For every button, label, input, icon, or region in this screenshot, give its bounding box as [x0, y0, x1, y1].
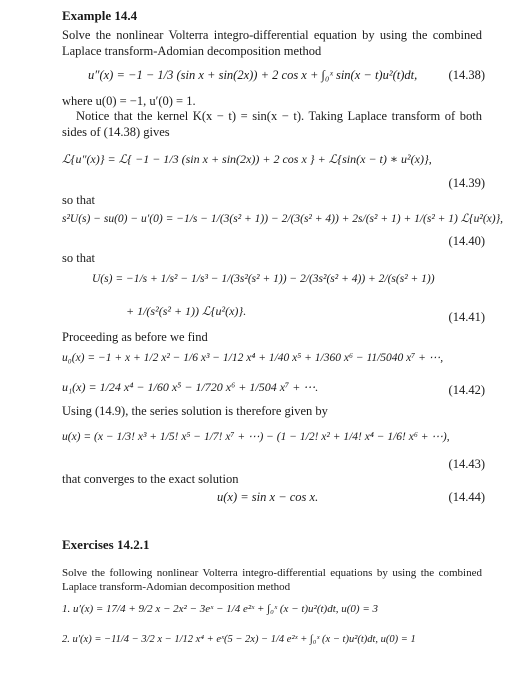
exercises-intro: Solve the following nonlinear Volterra integro-differential equations by using the combined Laplace transform-Adomian decomposition method: [62, 567, 482, 593]
exercise-1: 1. u′(x) = 17/4 + 9/2 x − 2x² − 3eˣ − 1/4 e²ˣ + ∫₀ˣ (x − t)u²(t)dt, u(0) = 3: [62, 603, 379, 615]
equation-u1: u₁(x) = 1/24 x⁴ − 1/60 x⁵ − 1/720 x⁶ + 1/504 x⁷ + ⋯.: [62, 380, 319, 394]
equation-14-43: u(x) = (x − 1/3! x³ + 1/5! x⁵ − 1/7! x⁷ + ⋯) − (1 − 1/2! x² + 1/4! x⁴ − 1/6! x⁶ + ⋯),: [62, 431, 450, 443]
equation-14-41-line-2: + 1/(s²(s² + 1)) ℒ{u²(x)}.: [126, 304, 247, 318]
example-title: Example 14.4: [62, 8, 138, 23]
equation-number-14-40: (14.40): [448, 234, 485, 248]
initial-conditions: where u(0) = −1, u′(0) = 1.: [62, 94, 196, 108]
kernel-note: Notice that the kernel K(x − t) = sin(x − t). Taking Laplace transform of both sides of (14.38) gives: [62, 109, 482, 139]
equation-number-14-43: (14.43): [448, 457, 485, 471]
equation-number-14-44: (14.44): [448, 490, 485, 504]
equation-number-14-38: (14.38): [448, 68, 485, 82]
exercise-2: 2. u′(x) = −11/4 − 3/2 x − 1/12 x⁴ + eˣ(5 − 2x) − 1/4 e²ˣ + ∫₀ˣ (x − t)u²(t)dt, u(0) = 1: [62, 634, 416, 645]
equation-14-41-line-1: U(s) = −1/s + 1/s² − 1/s³ − 1/(3s²(s² + 1)) − 2/(3s²(s² + 4)) + 2/(s(s² + 1)): [92, 273, 435, 285]
proceeding-text: Proceeding as before we find: [62, 330, 208, 344]
equation-14-40: s²U(s) − su(0) − u′(0) = −1/s − 1/(3(s² + 1)) − 2/(3(s² + 4)) + 2s/(s² + 1) + 1/(s² + 1) ℒ{u²(x)},: [62, 213, 504, 225]
equation-14-44: u(x) = sin x − cos x.: [217, 490, 319, 504]
equation-14-38: u″(x) = −1 − 1/3 (sin x + sin(2x)) + 2 cos x + ∫₀ˣ sin(x − t)u²(t)dt,: [88, 68, 418, 82]
converges-text: that converges to the exact solution: [62, 472, 239, 486]
equation-14-39: ℒ{u″(x)} = ℒ{ −1 − 1/3 (sin x + sin(2x)) + 2 cos x } + ℒ{sin(x − t) ∗ u²(x)},: [62, 152, 432, 166]
example-intro: Solve the nonlinear Volterra integro-differential equation by using the combined Laplace transform-Adomian decomposition method: [62, 28, 482, 58]
so-that-1: so that: [62, 193, 95, 207]
equation-number-14-41: (14.41): [448, 310, 485, 324]
equation-number-14-39: (14.39): [448, 176, 485, 190]
equation-number-14-42: (14.42): [448, 383, 485, 397]
series-solution-text: Using (14.9), the series solution is therefore given by: [62, 404, 328, 418]
so-that-2: so that: [62, 251, 95, 265]
equation-u0: u₀(x) = −1 + x + 1/2 x² − 1/6 x³ − 1/12 x⁴ + 1/40 x⁵ + 1/360 x⁶ − 11/5040 x⁷ + ⋯,: [62, 352, 444, 364]
exercises-title: Exercises 14.2.1: [62, 537, 150, 552]
